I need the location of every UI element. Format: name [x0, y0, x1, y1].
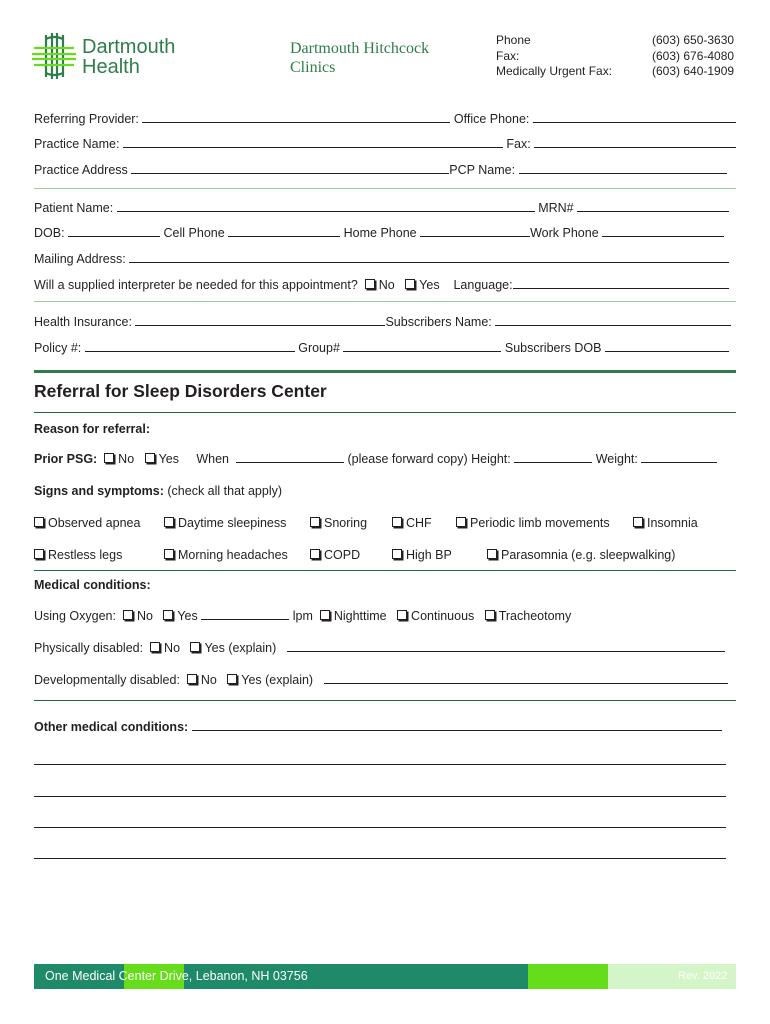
tracheotomy-label: Tracheotomy	[498, 609, 572, 623]
fax-value: (603) 676-4080	[652, 48, 735, 63]
prior-psg-no-checkbox[interactable]	[104, 453, 114, 463]
footer-segment	[528, 964, 608, 989]
subscribers-dob-label: Subscribers DOB	[504, 341, 602, 355]
divider	[34, 188, 736, 189]
continuous-checkbox[interactable]	[397, 610, 407, 620]
office-phone-field[interactable]	[533, 111, 736, 123]
checkbox[interactable]	[164, 549, 174, 559]
interpreter-row	[34, 277, 729, 292]
work-phone-field[interactable]	[602, 225, 724, 237]
checkbox[interactable]	[392, 517, 402, 527]
physically-no-checkbox[interactable]	[150, 642, 160, 652]
section-divider	[34, 570, 736, 571]
symptom-label: Periodic limb movements	[470, 516, 610, 530]
contact-labels	[496, 33, 612, 80]
insurance-row	[34, 314, 731, 329]
checkbox[interactable]	[34, 549, 44, 559]
symptom-label: Insomnia	[647, 516, 698, 530]
symptom-option[interactable]	[164, 516, 286, 530]
symptom-label: Morning headaches	[178, 548, 288, 562]
practice-name-field[interactable]	[123, 136, 503, 148]
footer-address: One Medical Center Drive, Lebanon, NH 03756	[45, 969, 308, 983]
title-underline	[34, 412, 736, 413]
when-label: When	[196, 452, 230, 466]
forward-copy-height-label: (please forward copy) Height:	[347, 452, 511, 466]
symptom-label: CHF	[406, 516, 432, 530]
language-field[interactable]	[513, 277, 729, 289]
checkbox[interactable]	[34, 517, 44, 527]
other-conditions-line[interactable]	[34, 796, 726, 797]
weight-field[interactable]	[641, 451, 717, 463]
symptom-option[interactable]	[487, 548, 675, 562]
physically-disabled-row	[34, 640, 725, 655]
practice-name-row	[34, 136, 736, 151]
referring-provider-field[interactable]	[142, 111, 450, 123]
group-field[interactable]	[343, 340, 501, 352]
footer-revision: Rev. 2022	[678, 970, 728, 982]
checkbox[interactable]	[456, 517, 466, 527]
contact-values	[652, 33, 734, 80]
reason-for-referral-label: Reason for referral:	[34, 422, 151, 436]
other-conditions-line[interactable]	[34, 827, 726, 828]
referral-title: Referral for Sleep Disorders Center	[34, 381, 327, 401]
medical-conditions-title: Medical conditions:	[34, 578, 151, 592]
health-insurance-label: Health Insurance:	[34, 315, 132, 329]
symptom-label: Daytime sleepiness	[178, 516, 287, 530]
physically-no-label: No	[164, 641, 181, 655]
signs-symptoms-heading	[34, 484, 282, 498]
patient-name-label: Patient Name:	[34, 201, 114, 215]
oxygen-yes-label: Yes	[177, 609, 198, 623]
office-phone-label: Office Phone:	[453, 112, 530, 126]
interpreter-no-checkbox[interactable]	[365, 279, 375, 289]
clinic-name-line2: Clinics	[290, 59, 336, 76]
symptom-label: Restless legs	[48, 548, 123, 562]
checkbox[interactable]	[392, 549, 402, 559]
mailing-address-field[interactable]	[129, 251, 729, 263]
prior-psg-no-label: No	[118, 452, 135, 466]
patient-name-field[interactable]	[117, 200, 535, 212]
phones-row	[34, 225, 724, 240]
tracheotomy-checkbox[interactable]	[485, 610, 495, 620]
physically-yes-checkbox[interactable]	[190, 642, 200, 652]
prior-psg-label: Prior PSG:	[34, 452, 98, 466]
fax-field[interactable]	[534, 136, 736, 148]
health-insurance-field[interactable]	[135, 314, 385, 326]
oxygen-yes-checkbox[interactable]	[163, 610, 173, 620]
symptom-label: High BP	[406, 548, 452, 562]
pcp-name-field[interactable]	[519, 162, 727, 174]
home-phone-field[interactable]	[420, 225, 530, 237]
clinic-name-line1: Dartmouth Hitchcock	[290, 40, 430, 57]
checkbox[interactable]	[633, 517, 643, 527]
symptom-option[interactable]	[392, 548, 452, 562]
symptom-option[interactable]	[392, 516, 432, 530]
prior-psg-row	[34, 451, 717, 466]
oxygen-row	[34, 608, 571, 623]
developmentally-yes-label: Yes (explain)	[241, 673, 314, 687]
developmentally-disabled-label: Developmentally disabled:	[34, 673, 180, 687]
section-divider	[34, 700, 736, 701]
symptom-label: Parasomnia (e.g. sleepwalking)	[501, 548, 676, 562]
developmentally-no-checkbox[interactable]	[187, 674, 197, 684]
developmentally-yes-checkbox[interactable]	[227, 674, 237, 684]
using-oxygen-label: Using Oxygen:	[34, 609, 116, 623]
physically-yes-label: Yes (explain)	[204, 641, 277, 655]
dob-field[interactable]	[68, 225, 160, 237]
practice-address-label: Practice Address	[34, 163, 128, 177]
interpreter-yes-checkbox[interactable]	[405, 279, 415, 289]
other-conditions-row	[34, 719, 722, 734]
checkbox[interactable]	[310, 549, 320, 559]
symptom-option[interactable]	[633, 516, 698, 530]
urgent-fax-label: Medically Urgent Fax:	[496, 64, 613, 78]
home-phone-label: Home Phone	[343, 226, 417, 240]
signs-symptoms-label: Signs and symptoms:	[34, 484, 164, 498]
other-conditions-label: Other medical conditions:	[34, 720, 189, 734]
fax-label-field: Fax:	[506, 137, 531, 151]
symptom-option[interactable]	[34, 516, 140, 530]
referring-provider-row	[34, 111, 736, 126]
checkbox[interactable]	[310, 517, 320, 527]
lpm-label: lpm	[292, 609, 313, 623]
symptom-option[interactable]	[34, 548, 122, 562]
other-conditions-field[interactable]	[192, 719, 722, 731]
symptom-option[interactable]	[164, 548, 288, 562]
developmentally-explain-field[interactable]	[324, 672, 728, 684]
symptom-label: Observed apnea	[48, 516, 141, 530]
section-divider	[34, 370, 736, 373]
interpreter-question: Will a supplied interpreter be needed for this appointment?	[34, 278, 358, 292]
other-conditions-line[interactable]	[34, 858, 726, 859]
checkbox[interactable]	[487, 549, 497, 559]
oxygen-no-checkbox[interactable]	[123, 610, 133, 620]
interpreter-no-label: No	[378, 278, 395, 292]
physically-explain-field[interactable]	[287, 640, 725, 652]
policy-field[interactable]	[85, 340, 295, 352]
checkbox[interactable]	[164, 517, 174, 527]
practice-address-field[interactable]	[131, 162, 449, 174]
when-field[interactable]	[236, 451, 344, 463]
cell-phone-label: Cell Phone	[163, 226, 225, 240]
symptom-option[interactable]	[310, 548, 360, 562]
nighttime-label: Nighttime	[333, 609, 387, 623]
fax-label: Fax:	[496, 48, 520, 63]
divider	[34, 301, 736, 302]
developmentally-disabled-row	[34, 672, 728, 687]
referring-provider-label: Referring Provider:	[34, 112, 139, 126]
subscribers-name-field[interactable]	[495, 314, 731, 326]
work-phone-label: Work Phone	[530, 226, 599, 240]
symptom-label: COPD	[324, 548, 361, 562]
practice-address-row	[34, 162, 727, 177]
symptom-option[interactable]	[456, 516, 610, 530]
policy-label: Policy #:	[34, 341, 82, 355]
prior-psg-yes-label: Yes	[158, 452, 179, 466]
urgent-fax-value: (603) 640-1909	[652, 64, 735, 78]
weight-label: Weight:	[595, 452, 638, 466]
prior-psg-yes-checkbox[interactable]	[145, 453, 155, 463]
height-field[interactable]	[514, 451, 592, 463]
subscribers-name-label: Subscribers Name:	[385, 315, 492, 329]
group-label: Group#	[298, 341, 340, 355]
oxygen-lpm-field[interactable]	[201, 608, 289, 620]
mrn-field[interactable]	[577, 200, 729, 212]
continuous-label: Continuous	[411, 609, 475, 623]
logo-mark-icon	[32, 33, 76, 79]
phone-value: (603) 650-3630	[652, 33, 735, 47]
patient-name-row	[34, 200, 729, 215]
cell-phone-field[interactable]	[228, 225, 340, 237]
symptom-option[interactable]	[310, 516, 367, 530]
logo-line1: Dartmouth	[82, 36, 176, 58]
phone-label: Phone	[496, 33, 531, 47]
logo-line2: Health	[82, 56, 140, 78]
symptom-label: Snoring	[324, 516, 368, 530]
dob-label: DOB:	[34, 226, 65, 240]
oxygen-no-label: No	[136, 609, 153, 623]
practice-name-label: Practice Name:	[34, 137, 120, 151]
developmentally-no-label: No	[200, 673, 217, 687]
policy-row	[34, 340, 729, 355]
pcp-name-label: PCP Name:	[449, 163, 516, 177]
mailing-address-row	[34, 251, 729, 266]
signs-symptoms-note: (check all that apply)	[167, 484, 283, 498]
nighttime-checkbox[interactable]	[320, 610, 330, 620]
mrn-label: MRN#	[538, 201, 574, 215]
other-conditions-line[interactable]	[34, 764, 726, 765]
mailing-address-label: Mailing Address:	[34, 252, 126, 266]
subscribers-dob-field[interactable]	[605, 340, 729, 352]
interpreter-yes-label: Yes	[419, 278, 440, 292]
physically-disabled-label: Physically disabled:	[34, 641, 144, 655]
language-label: Language:	[453, 278, 513, 292]
